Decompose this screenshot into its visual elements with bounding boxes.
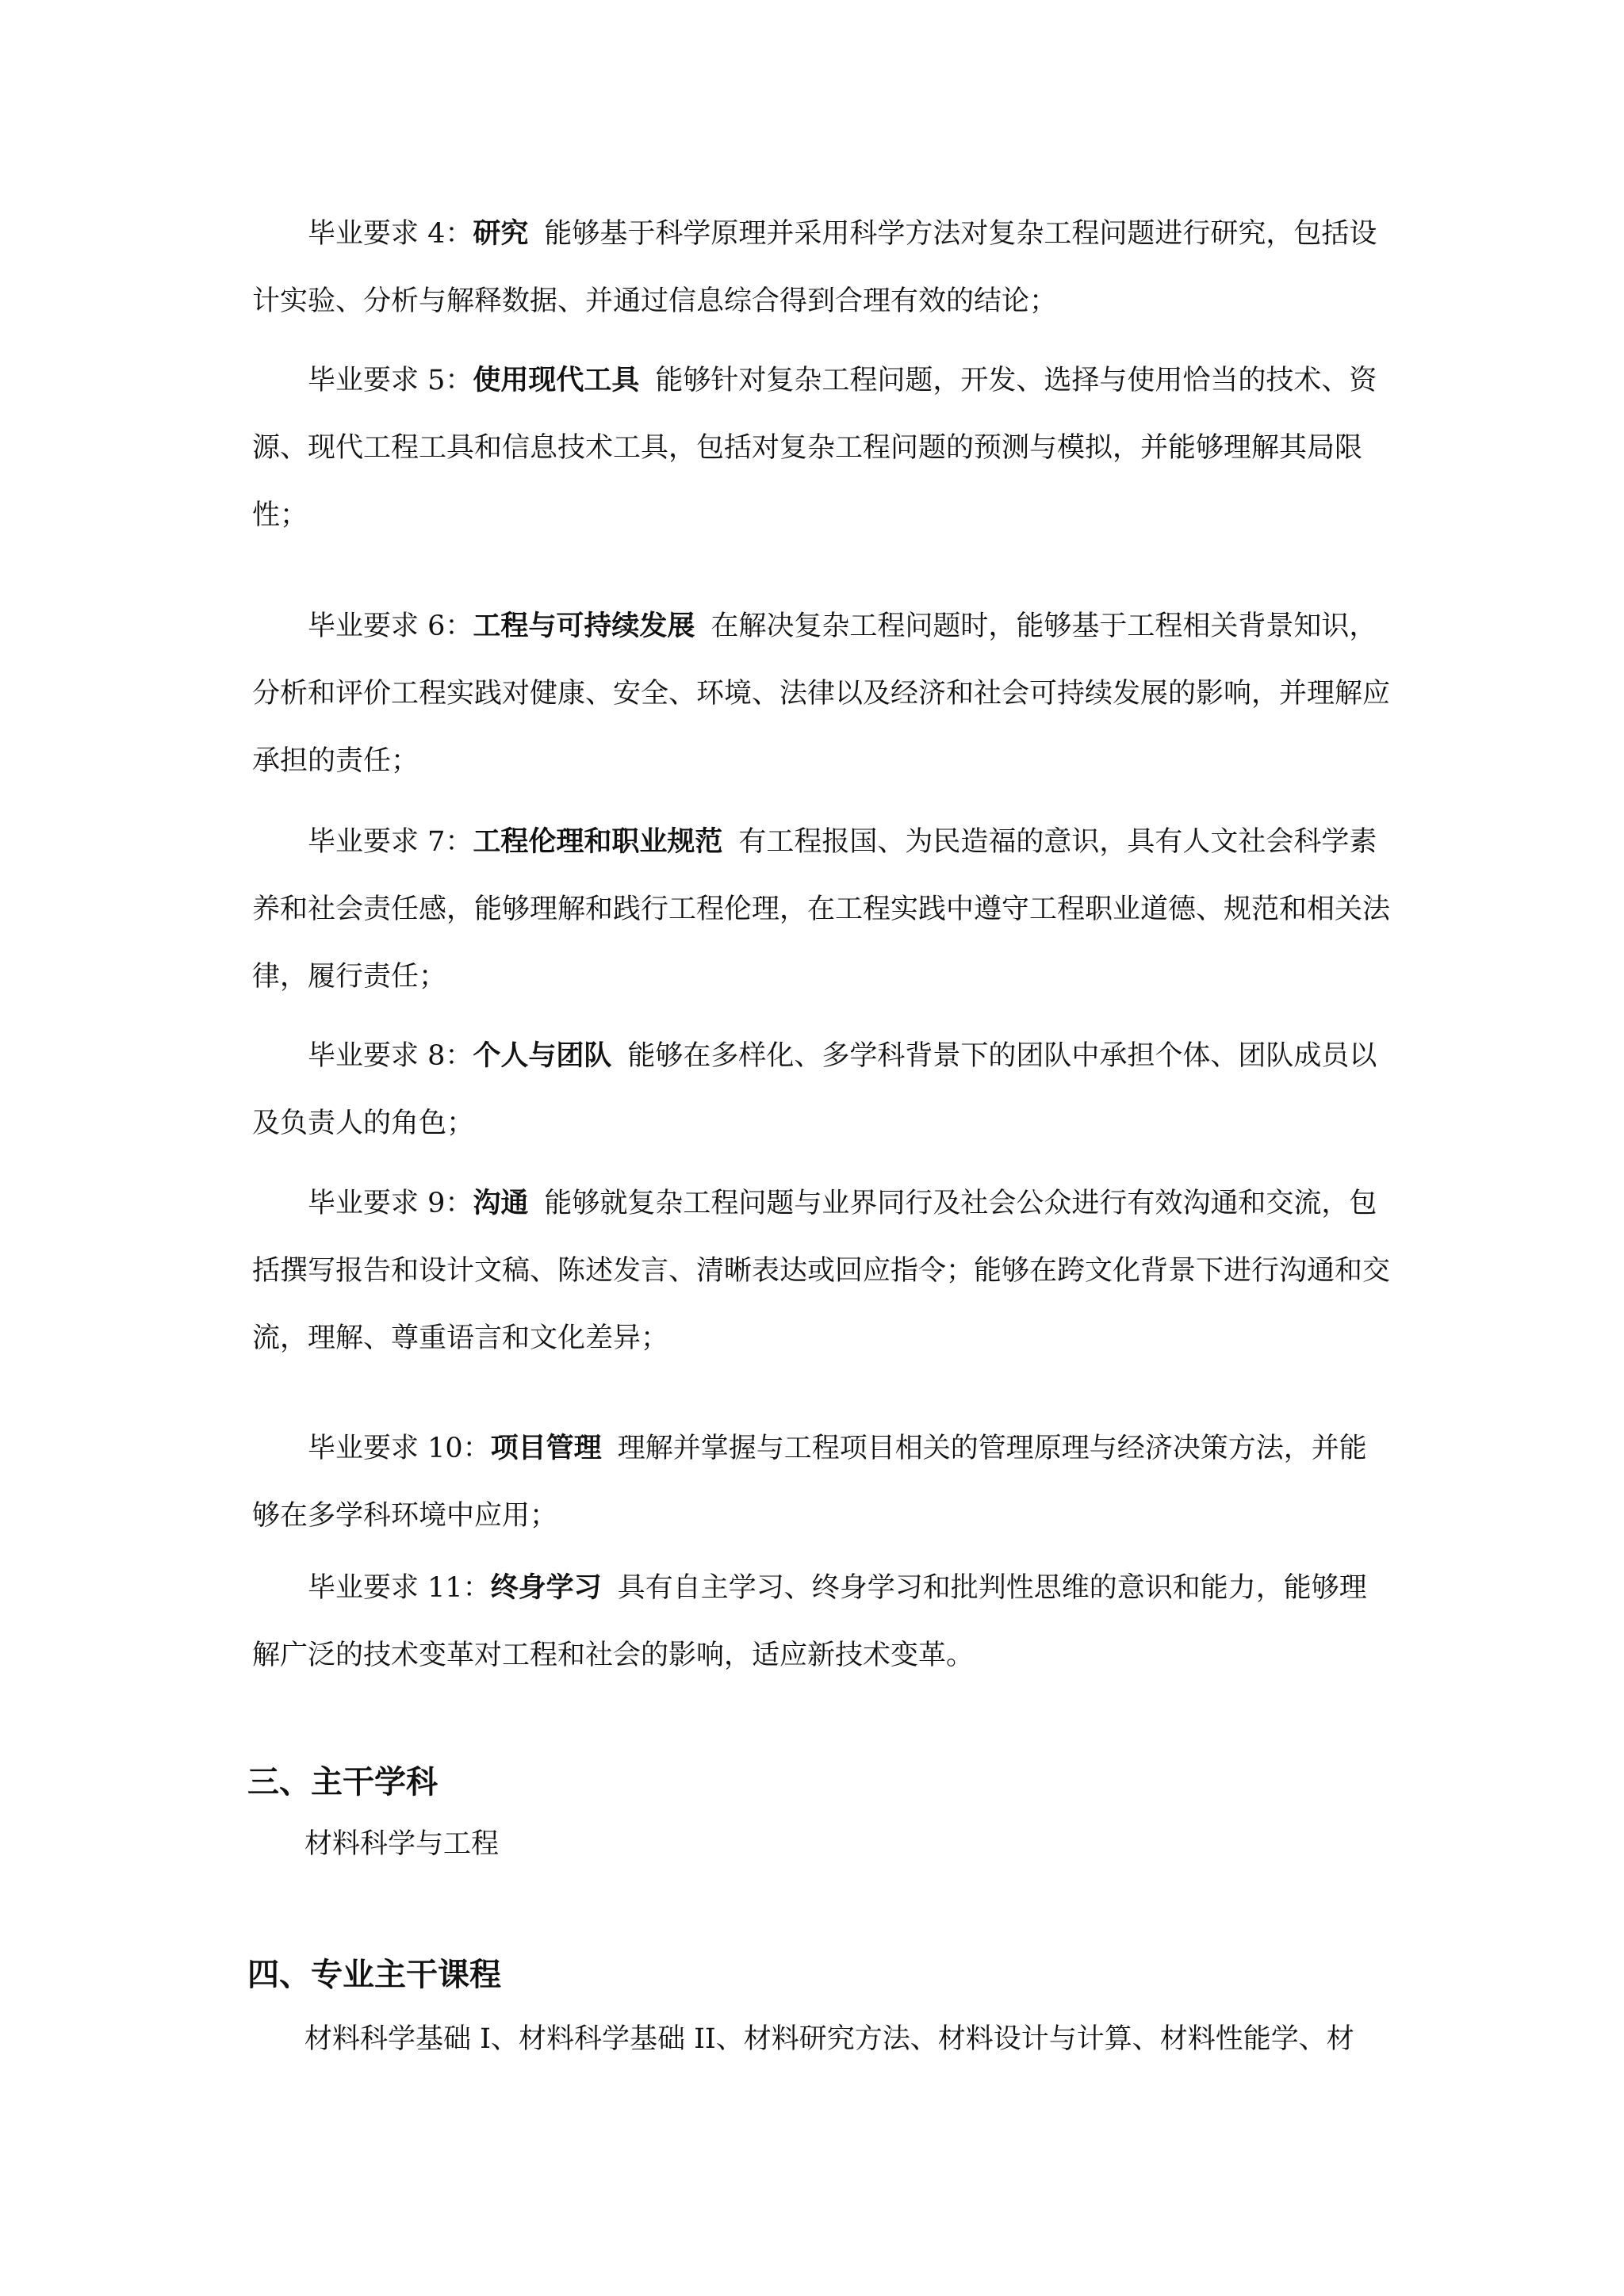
requirement-number: 毕业要求 7： bbox=[308, 826, 473, 858]
requirement-9 bbox=[252, 1169, 1394, 1372]
requirement-number: 毕业要求 9： bbox=[308, 1188, 473, 1219]
requirement-title: 项目管理 bbox=[490, 1432, 602, 1464]
requirement-title: 终身学习 bbox=[490, 1571, 602, 1604]
requirement-8 bbox=[252, 1022, 1394, 1158]
requirement-title: 工程伦理和职业规范 bbox=[473, 825, 723, 858]
requirement-number: 毕业要求 11： bbox=[308, 1572, 491, 1604]
requirement-number: 毕业要求 6： bbox=[308, 610, 473, 642]
requirement-text: 能够在多样化、多学科背景下的团队中承担个体、团队成员以及负责人的角色； bbox=[252, 1040, 1377, 1139]
requirement-text: 能够针对复杂工程问题，开发、选择与使用恰当的技术、资源、现代工程工具和信息技术工具，包括对复杂工程问题的预测与模拟，并能够理解其局限性； bbox=[252, 365, 1377, 531]
requirement-number: 毕业要求 10： bbox=[308, 1433, 491, 1464]
requirement-text: 能够基于科学原理并采用科学方法对复杂工程问题进行研究，包括设计实验、分析与解释数据、并通过信息综合得到合理有效的结论； bbox=[252, 218, 1377, 317]
requirement-title: 研究 bbox=[473, 217, 529, 250]
requirement-text: 能够就复杂工程问题与业界同行及社会公众进行有效沟通和交流，包括撰写报告和设计文稿、陈述发言、清晰表达或回应指令；能够在跨文化背景下进行沟通和交流，理解、尊重语言和文化差异； bbox=[252, 1188, 1391, 1354]
main-discipline-content: 材料科学与工程 bbox=[304, 1828, 500, 1860]
requirement-text: 具有自主学习、终身学习和批判性思维的意识和能力，能够理解广泛的技术变革对工程和社会的影响，适应新技术变革。 bbox=[252, 1572, 1367, 1671]
requirement-number: 毕业要求 5： bbox=[308, 365, 473, 396]
requirement-title: 沟通 bbox=[473, 1187, 529, 1219]
requirement-title: 个人与团队 bbox=[473, 1039, 612, 1072]
requirement-title: 工程与可持续发展 bbox=[473, 610, 695, 642]
requirement-6 bbox=[252, 592, 1394, 795]
requirement-5 bbox=[252, 346, 1394, 549]
requirement-7 bbox=[252, 808, 1394, 1011]
requirement-text: 理解并掌握与工程项目相关的管理原理与经济决策方法，并能够在多学科环境中应用； bbox=[252, 1433, 1367, 1532]
section-heading-main-discipline: 三、主干学科 bbox=[247, 1764, 438, 1800]
core-courses-content: 材料科学基础 I、材料科学基础 II、材料研究方法、材料设计与计算、材料性能学、材 bbox=[304, 2023, 1354, 2055]
requirement-4 bbox=[252, 200, 1394, 335]
requirement-number: 毕业要求 8： bbox=[308, 1040, 473, 1072]
requirement-number: 毕业要求 4： bbox=[308, 218, 473, 250]
requirement-10 bbox=[252, 1414, 1394, 1550]
requirement-text: 有工程报国、为民造福的意识，具有人文社会科学素养和社会责任感，能够理解和践行工程伦理，在工程实践中遵守工程职业道德、规范和相关法律，履行责任； bbox=[252, 826, 1391, 993]
section-heading-core-courses: 四、专业主干课程 bbox=[247, 1957, 501, 1993]
requirement-title: 使用现代工具 bbox=[473, 364, 640, 396]
requirement-11 bbox=[252, 1554, 1394, 1689]
requirement-text: 在解决复杂工程问题时，能够基于工程相关背景知识，分析和评价工程实践对健康、安全、环境、法律以及经济和社会可持续发展的影响，并理解应承担的责任； bbox=[252, 610, 1391, 777]
